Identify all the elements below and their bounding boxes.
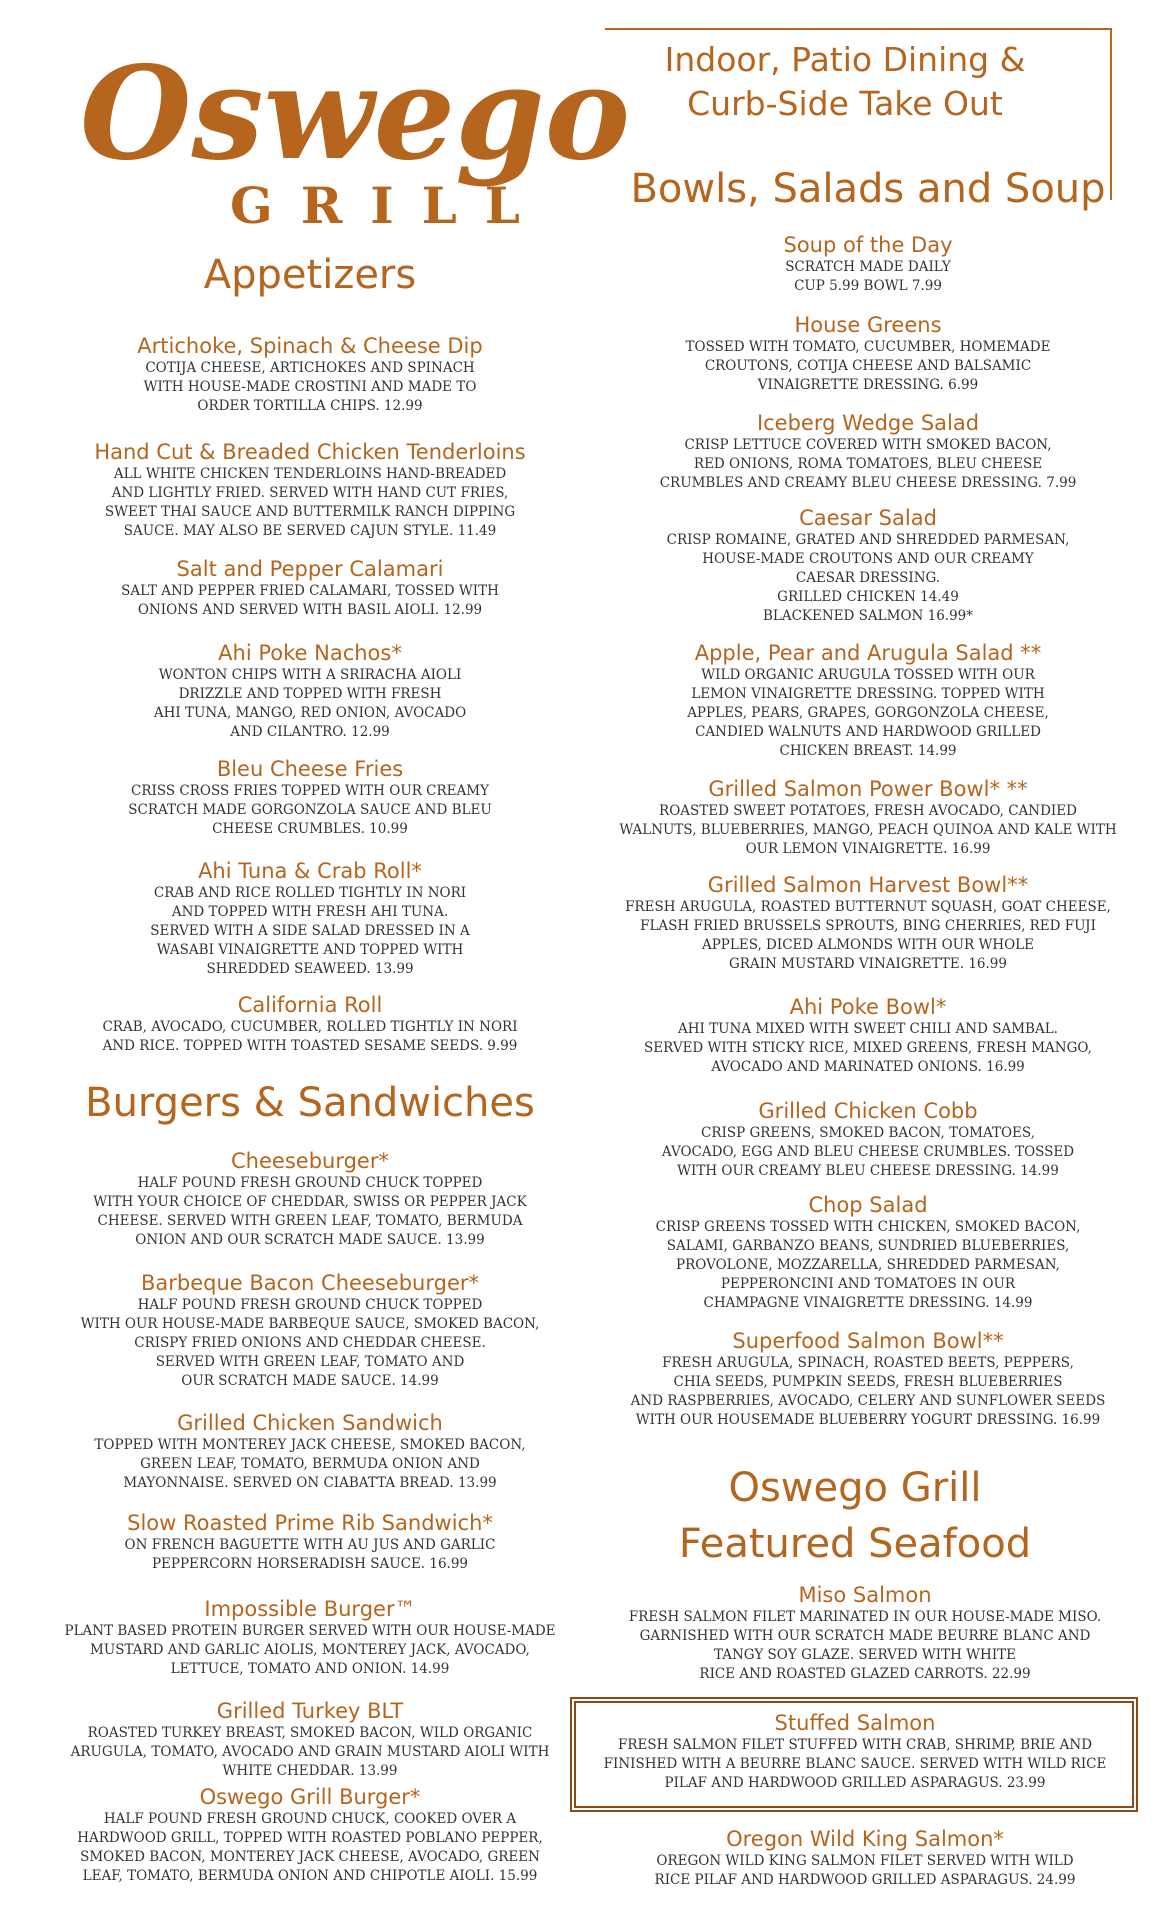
item-name: Stuffed Salmon [774,1711,936,1735]
menu-item [0,333,620,416]
appetizers-title: Appetizers [203,252,417,298]
menu-item [0,439,620,541]
item-name: Iceberg Wedge Salad [756,411,980,435]
menu-item [570,232,1166,296]
item-description: ROASTED SWEET POTATOES, FRESH AVOCADO, CANDIED WALNUTS, BLUEBERRIES, MANGO, PEACH QUINOA AND KALE WITH OUR LEMON VINAIGRETTE. 16.99 [619,803,1117,857]
item-description: FRESH SALMON FILET STUFFED WITH CRAB, SHRIMP, BRIE AND FINISHED WITH A BEURRE BLANC SAUCE. SERVED WITH WILD RICE PILAF AND HARDWOOD GRILLED ASPARAGUS. 23.99 [603,1737,1107,1791]
item-name: Slow Roasted Prime Rib Sandwich* [127,1511,493,1535]
menu-item [0,756,620,839]
menu-item [0,1148,620,1250]
item-name: Salt and Pepper Calamari [176,557,444,581]
item-description: AHI TUNA MIXED WITH SWEET CHILI AND SAMBAL. SERVED WITH STICKY RICE, MIXED GREENS, FRESH MANGO, AVOCADO AND MARINATED ONIONS. 16.99 [644,1021,1092,1075]
menu-item [0,556,620,620]
item-description: WONTON CHIPS WITH A SRIRACHA AIOLI DRIZZLE AND TOPPED WITH FRESH AHI TUNA, MANGO, RED ONION, AVOCADO AND CILANTRO. 12.99 [153,667,467,740]
item-name: Impossible Burger™ [204,1597,416,1621]
menu-item [0,1510,620,1574]
item-description: FRESH ARUGULA, SPINACH, ROASTED BEETS, PEPPERS, CHIA SEEDS, PUMPKIN SEEDS, FRESH BLUEBERRIES AND RASPBERRIES, AVOCADO, CELERY AND SUNFLOWER SEEDS WITH OUR HOUSEMADE BLUEBERRY YOGURT DRESSING. 16.99 [630,1355,1106,1428]
item-name: Hand Cut & Breaded Chicken Tenderloins [94,440,526,464]
item-name: Apple, Pear and Arugula Salad ** [694,641,1042,665]
item-name: Bleu Cheese Fries [216,757,404,781]
burgers-title: Burgers & Sandwiches [85,1080,535,1126]
menu-item [570,994,1166,1077]
item-name: Soup of the Day [783,233,953,257]
item-description: ON FRENCH BAGUETTE WITH AU JUS AND GARLIC PEPPERCORN HORSERADISH SAUCE. 16.99 [124,1537,496,1572]
item-description: ROASTED TURKEY BREAST, SMOKED BACON, WILD ORGANIC ARUGULA, TOMATO, AVOCADO AND GRAIN MUSTARD AIOLI WITH WHITE CHEDDAR. 13.99 [70,1725,550,1779]
item-description: COTIJA CHEESE, ARTICHOKES AND SPINACH WITH HOUSE-MADE CROSTINI AND MADE TO ORDER TORTILLA CHIPS. 12.99 [143,360,477,414]
menu-item [0,1410,620,1493]
featured-seafood-title: Oswego Grill Featured Seafood [678,1465,1032,1567]
menu-item [0,1698,620,1781]
item-name: Ahi Poke Bowl* [789,995,947,1019]
item-name: Artichoke, Spinach & Cheese Dip [137,334,483,358]
menu-item [570,640,1166,761]
item-description: PLANT BASED PROTEIN BURGER SERVED WITH OUR HOUSE-MADE MUSTARD AND GARLIC AIOLIS, MONTEREY JACK, AVOCADO, LETTUCE, TOMATO AND ONION. 14.99 [64,1623,556,1677]
menu-item [0,1784,620,1886]
item-description: CRISS CROSS FRIES TOPPED WITH OUR CREAMY SCRATCH MADE GORGONZOLA SAUCE AND BLEU CHEESE CRUMBLES. 10.99 [128,783,492,837]
item-description: CRISP GREENS, SMOKED BACON, TOMATOES, AVOCADO, EGG AND BLEU CHEESE CRUMBLES. TOSSED WITH OUR CREAMY BLEU CHEESE DRESSING. 14.99 [661,1125,1075,1179]
item-description: FRESH ARUGULA, ROASTED BUTTERNUT SQUASH, GOAT CHEESE, FLASH FRIED BRUSSELS SPROUTS, BING CHERRIES, RED FUJI APPLES, DICED ALMONDS WITH OUR WHOLE GRAIN MUSTARD VINAIGRETTE. 16.99 [625,899,1111,972]
menu-item [0,640,620,742]
menu-item [0,1270,620,1391]
item-description: TOPPED WITH MONTEREY JACK CHEESE, SMOKED BACON, GREEN LEAF, TOMATO, BERMUDA ONION AND MAYONNAISE. SERVED ON CIABATTA BREAD. 13.99 [94,1437,526,1491]
menu-item [570,776,1166,859]
logo-grill-text: GRILL [230,176,548,235]
item-name: House Greens [794,313,942,337]
item-description: TOSSED WITH TOMATO, CUCUMBER, HOMEMADE CROUTONS, COTIJA CHEESE AND BALSAMIC VINAIGRETTE DRESSING. 6.99 [685,339,1051,393]
item-name: Oswego Grill Burger* [199,1785,421,1809]
oswego-grill-logo [80,18,631,248]
menu-item [570,1192,1166,1313]
item-name: Ahi Tuna & Crab Roll* [198,859,422,883]
item-name: Miso Salmon [798,1583,932,1607]
menu-item [585,1582,1145,1684]
item-description: HALF POUND FRESH GROUND CHUCK, COOKED OVER A HARDWOOD GRILL, TOPPED WITH ROASTED POBLANO PEPPER, SMOKED BACON, MONTEREY JACK CHEESE, AVOCADO, GREEN LEAF, TOMATO, BERMUDA ONION AND CHIPOTLE AIOLI. 15.99 [77,1811,543,1884]
menu-item [570,505,1166,626]
item-name: Grilled Chicken Sandwich [177,1411,443,1435]
item-description: HALF POUND FRESH GROUND CHUCK TOPPED WITH YOUR CHOICE OF CHEDDAR, SWISS OR PEPPER JACK CHEESE. SERVED WITH GREEN LEAF, TOMATO, BERMUDA ONION AND OUR SCRATCH MADE SAUCE. 13.99 [93,1175,527,1248]
item-name: Caesar Salad [799,506,937,530]
item-description: CRAB, AVOCADO, CUCUMBER, ROLLED TIGHTLY IN NORI AND RICE. TOPPED WITH TOASTED SESAME SEEDS. 9.99 [102,1019,518,1054]
item-name: Barbeque Bacon Cheeseburger* [140,1271,479,1295]
item-description: SCRATCH MADE DAILY CUP 5.99 BOWL 7.99 [785,259,951,294]
item-description: CRISP GREENS TOSSED WITH CHICKEN, SMOKED BACON, SALAMI, GARBANZO BEANS, SUNDRIED BLUEBERRIES, PROVOLONE, MOZZARELLA, SHREDDED PARMESAN, PEPPERONCINI AND TOMATOES IN OUR CHAMPAGNE VINAIGRETTE DRESSING. 14.99 [655,1219,1081,1311]
bowls-title: Bowls, Salads and Soup [630,166,1106,212]
item-description: CRISP ROMAINE, GRATED AND SHREDDED PARMESAN, HOUSE-MADE CROUTONS AND OUR CREAMY CAESAR DRESSING. GRILLED CHICKEN 14.49 BLACKENED SALMON 16.99* [666,532,1070,624]
menu-item [585,1826,1145,1890]
item-name: Ahi Poke Nachos* [218,641,402,665]
menu-item [570,1328,1166,1430]
item-name: Oregon Wild King Salmon* [726,1827,1004,1851]
menu-item [0,1596,620,1679]
item-description: HALF POUND FRESH GROUND CHUCK TOPPED WITH OUR HOUSE-MADE BARBEQUE SAUCE, SMOKED BACON, CRISPY FRIED ONIONS AND CHEDDAR CHEESE. SERVED WITH GREEN LEAF, TOMATO AND OUR SCRATCH MADE SAUCE. 14.99 [80,1297,540,1389]
item-description: CRAB AND RICE ROLLED TIGHTLY IN NORI AND TOPPED WITH FRESH AHI TUNA. SERVED WITH A SIDE SALAD DRESSED IN A WASABI VINAIGRETTE AND TOPPED WITH SHREDDED SEAWEED. 13.99 [150,885,470,977]
menu-item [0,992,620,1056]
item-name: Grilled Turkey BLT [216,1699,404,1723]
item-name: California Roll [237,993,383,1017]
item-description: WILD ORGANIC ARUGULA TOSSED WITH OUR LEMON VINAIGRETTE DRESSING. TOPPED WITH APPLES, PEARS, GRAPES, GORGONZOLA CHEESE, CANDIED WALNUTS AND HARDWOOD GRILLED CHICKEN BREAST. 14.99 [687,667,1049,759]
item-name: Chop Salad [808,1193,928,1217]
item-description: SALT AND PEPPER FRIED CALAMARI, TOSSED WITH ONIONS AND SERVED WITH BASIL AIOLI. 12.99 [121,583,499,618]
item-description: ALL WHITE CHICKEN TENDERLOINS HAND-BREADED AND LIGHTLY FRIED. SERVED WITH HAND CUT FRIES, SWEET THAI SAUCE AND BUTTERMILK RANCH DIPPING SAUCE. MAY ALSO BE SERVED CAJUN STYLE. 11.49 [104,466,516,539]
item-name: Grilled Salmon Power Bowl* ** [708,777,1028,801]
dining-banner: Indoor, Patio Dining & Curb-Side Take Out [664,40,1026,123]
menu-item [570,312,1166,395]
item-description: FRESH SALMON FILET MARINATED IN OUR HOUSE-MADE MISO. GARNISHED WITH OUR SCRATCH MADE BEURRE BLANC AND TANGY SOY GLAZE. SERVED WITH WHITE RICE AND ROASTED GLAZED CARROTS. 22.99 [628,1609,1102,1682]
item-name: Grilled Salmon Harvest Bowl** [707,873,1029,897]
logo-script-text: Oswego [80,39,631,189]
item-description: OREGON WILD KING SALMON FILET SERVED WITH WILD RICE PILAF AND HARDWOOD GRILLED ASPARAGUS. 24.99 [654,1853,1076,1888]
menu-item [575,1710,1135,1793]
menu-item [570,1098,1166,1181]
menu-item [570,410,1166,493]
item-name: Grilled Chicken Cobb [758,1099,978,1123]
item-description: CRISP LETTUCE COVERED WITH SMOKED BACON, RED ONIONS, ROMA TOMATOES, BLEU CHEESE CRUMBLES AND CREAMY BLEU CHEESE DRESSING. 7.99 [659,437,1077,491]
menu-item [0,858,620,979]
menu-item [570,872,1166,974]
item-name: Superfood Salmon Bowl** [732,1329,1004,1353]
item-name: Cheeseburger* [231,1149,389,1173]
